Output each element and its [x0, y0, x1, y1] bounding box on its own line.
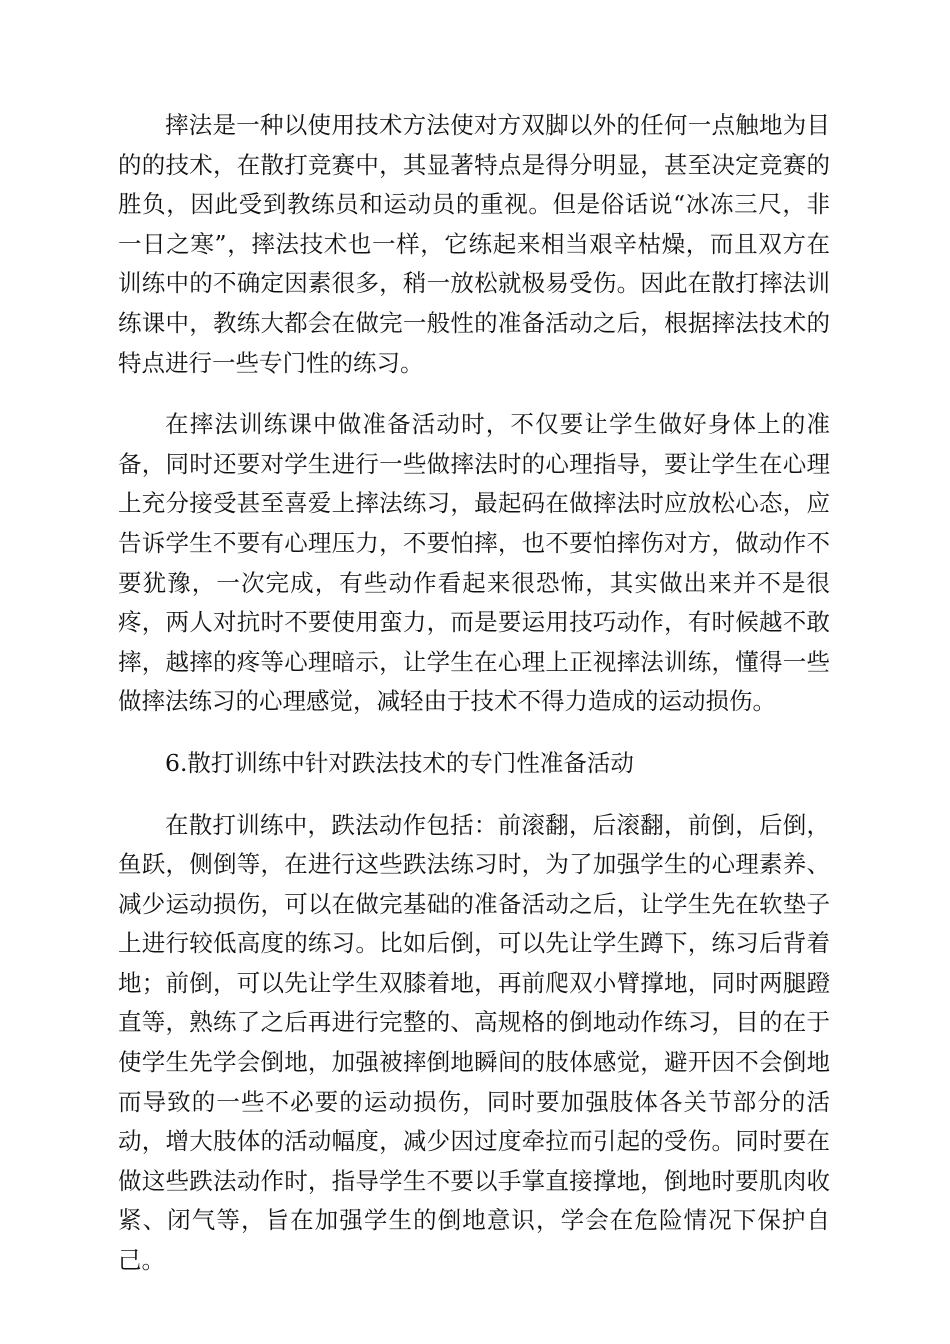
paragraph-throwing-psychology: 在摔法训练课中做准备活动时，不仅要让学生做好身体上的准备，同时还要对学生进行一些做摔法时的心理指导，要让学生在心理上充分接受甚至喜爱上摔法练习，最起码在做摔法时应放松心态，应告诉学生不要有心理压力，不要怕摔，也不要怕摔伤对方，做动作不要犹豫，一次完成，有些动作看起来很恐怖，其实做出来并不是很疼，两人对抗时不要使用蛮力，而是要运用技巧动作，有时候越不敢摔，越摔的疼等心理暗示，让学生在心理上正视摔法训练，懂得一些做摔法练习的心理感觉，减轻由于技术不得力造成的运动损伤。 — [118, 410, 830, 716]
section-heading: 6.散打训练中针对跌法技术的专门性准备活动 — [165, 748, 634, 777]
paragraph-throwing-intro: 摔法是一种以使用技术方法使对方双脚以外的任何一点触地为目的的技术，在散打竞赛中，其显著特点是得分明显，甚至决定竞赛的胜负，因此受到教练员和运动员的重视。但是俗话说“冰冻三尺，非一日之寒”，摔法技术也一样，它练起来相当艰辛枯燥，而且双方在训练中的不确定因素很多，稍一放松就极易受伤。因此在散打摔法训练课中，教练大都会在做完一般性的准备活动之后，根据摔法技术的特点进行一些专门性的练习。 — [118, 111, 830, 377]
document-page — [118, 106, 830, 1281]
paragraph-falling-prep: 在散打训练中，跌法动作包括：前滚翻，后滚翻，前倒，后倒，鱼跃，侧倒等，在进行这些跌法练习时，为了加强学生的心理素养、减少运动损伤，可以在做完基础的准备活动之后，让学生先在软垫子上进行较低高度的练习。比如后倒，可以先让学生蹲下，练习后背着地；前倒，可以先让学生双膝着地，再前爬双小臂撑地，同时两腿蹬直等，熟练了之后再进行完整的、高规格的倒地动作练习，目的在于使学生先学会倒地，加强被摔倒地瞬间的肢体感觉，避开因不会倒地而导致的一些不必要的运动损伤，同时要加强肢体各关节部分的活动，增大肢体的活动幅度，减少因过度牵拉而引起的受伤。同时要在做这些跌法动作时，指导学生不要以手掌直接撑地，倒地时要肌肉收紧、闭气等，旨在加强学生的倒地意识，学会在危险情况下保护自己。 — [118, 810, 830, 1275]
